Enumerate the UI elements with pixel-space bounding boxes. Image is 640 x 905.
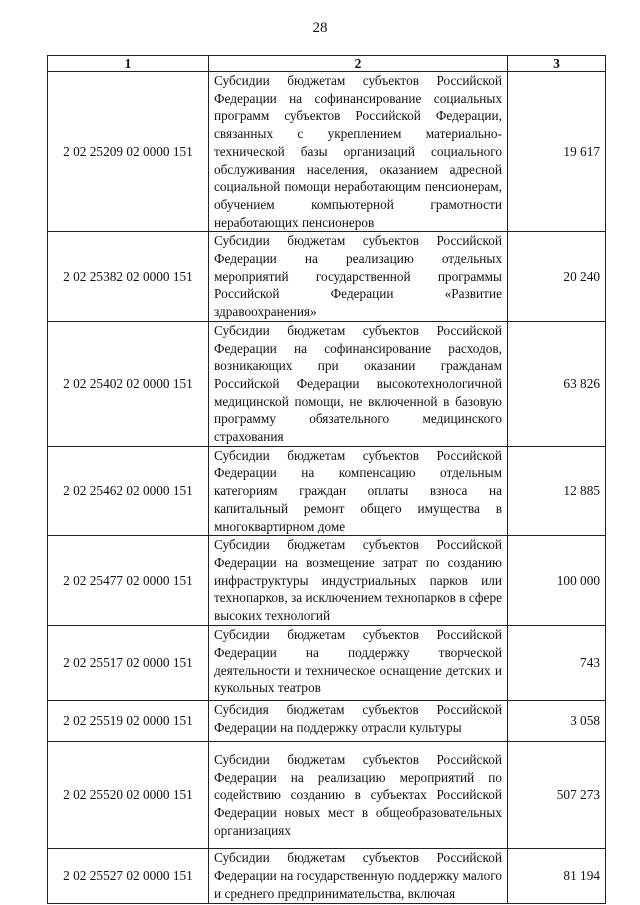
table-body [48,72,606,904]
classification-code: 2 02 25477 02 0000 151 [48,536,209,626]
amount: 63 826 [508,321,606,446]
classification-code: 2 02 25209 02 0000 151 [48,72,209,232]
amount: 81 194 [508,849,606,904]
column-header-3: 3 [508,56,606,72]
classification-code: 2 02 25519 02 0000 151 [48,701,209,742]
table-row [48,742,606,849]
classification-code: 2 02 25527 02 0000 151 [48,849,209,904]
amount: 20 240 [508,232,606,322]
subsidy-description: Субсидии бюджетам субъектов Российской Федерации на реализацию отдельных мероприятий государственной программы Российской Федерации «Развитие здравоохранения» [209,232,508,322]
amount: 100 000 [508,536,606,626]
subsidy-description: Субсидии бюджетам субъектов Российской Федерации на поддержку творческой деятельности и техническое оснащение детских и кукольных театров [209,626,508,701]
table-row [48,72,606,232]
column-header-2: 2 [209,56,508,72]
classification-code: 2 02 25462 02 0000 151 [48,446,209,536]
amount: 743 [508,626,606,701]
table-row [48,536,606,626]
table-row [48,626,606,701]
table-row [48,701,606,742]
classification-code: 2 02 25402 02 0000 151 [48,321,209,446]
column-header-1: 1 [48,56,209,72]
classification-code: 2 02 25382 02 0000 151 [48,232,209,322]
amount: 12 885 [508,446,606,536]
subsidy-description: Субсидии бюджетам субъектов Российской Федерации на государственную поддержку малого и среднего предпринимательства, включая [209,849,508,904]
page-number: 28 [312,20,328,36]
table-header [48,56,606,72]
subsidy-description: Субсидия бюджетам субъектов Российской Федерации на поддержку отрасли культуры [209,701,508,742]
table-row [48,321,606,446]
header-row [48,56,606,72]
amount: 3 058 [508,701,606,742]
table-row [48,849,606,904]
subsidy-description: Субсидии бюджетам субъектов Российской Федерации на возмещение затрат по созданию инфраструктуры индустриальных парков или технопарков, за исключением технопарков в сфере высоких технологий [209,536,508,626]
table-row [48,232,606,322]
amount: 19 617 [508,72,606,232]
subsidy-description: Субсидии бюджетам субъектов Российской Федерации на реализацию мероприятий по содействию созданию в субъектах Российской Федерации новых мест в общеобразовательных организациях [209,742,508,849]
subsidy-description: Субсидии бюджетам субъектов Российской Федерации на компенсацию отдельным категориям граждан оплаты взноса на капитальный ремонт общего имущества в многоквартирном доме [209,446,508,536]
classification-code: 2 02 25517 02 0000 151 [48,626,209,701]
amount: 507 273 [508,742,606,849]
classification-code: 2 02 25520 02 0000 151 [48,742,209,849]
budget-table [47,55,606,904]
table-row [48,446,606,536]
subsidy-description: Субсидии бюджетам субъектов Российской Федерации на софинансирование социальных программ субъектов Российской Федерации, связанных с укреплением материально-технической базы организаций социального обслуживания населения, оказанием адресной социальной помощи неработающим пенсионерам, обучением компьютерной грамотности неработающих пенсионеров [209,72,508,232]
subsidy-description: Субсидии бюджетам субъектов Российской Федерации на софинансирование расходов, возникающих при оказании гражданам Российской Федерации высокотехнологичной медицинской помощи, не включенной в базовую программу обязательного медицинского страхования [209,321,508,446]
